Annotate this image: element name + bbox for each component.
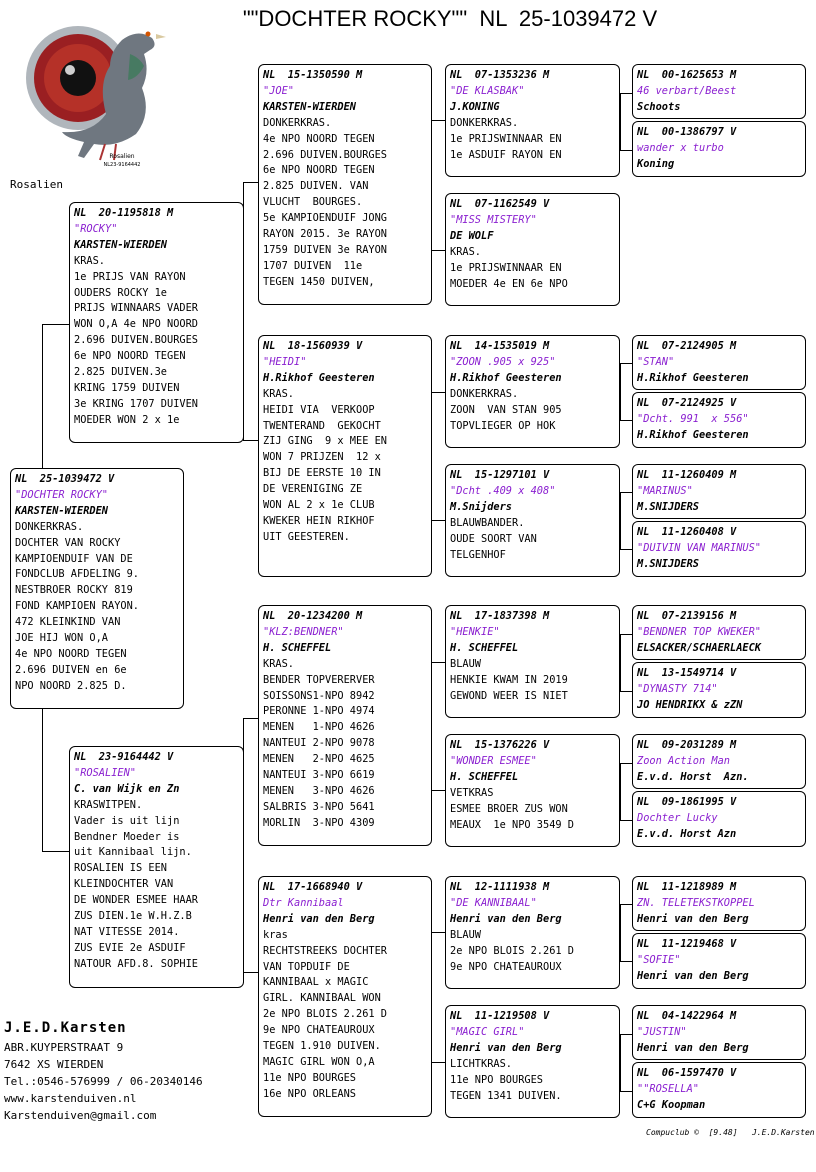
note-line: ZOON VAN STAN 905 bbox=[450, 403, 562, 416]
note-line: VETKRAS bbox=[450, 786, 494, 799]
note-line: MENEN 2-NPO 4625 bbox=[263, 753, 375, 766]
note-line: VLUCHT BOURGES. bbox=[263, 196, 363, 209]
connector-line bbox=[620, 691, 632, 692]
ring-number: NL 06-1597470 V bbox=[637, 1067, 737, 1079]
note-line: KLEINDOCHTER VAN bbox=[74, 878, 174, 891]
connector-line bbox=[620, 820, 632, 821]
connector-line bbox=[620, 549, 632, 550]
note-line: BLAUWBANDER. bbox=[450, 516, 525, 529]
breeder-name: JO HENDRIKX & zZN bbox=[637, 698, 743, 711]
note-line: DE VERENIGING ZE bbox=[263, 483, 363, 496]
note-line: KWEKER HEIN RIKHOF bbox=[263, 514, 375, 527]
ring-number: NL 17-1668940 V bbox=[263, 881, 363, 893]
ring-number: NL 00-1386797 V bbox=[637, 126, 737, 138]
pedigree-card-dddd bbox=[632, 1062, 806, 1118]
note-line: 472 KLEINKIND VAN bbox=[15, 616, 121, 629]
breeder-name: E.v.d. Horst Azn bbox=[637, 827, 737, 840]
eye-pupil bbox=[60, 60, 96, 96]
ring-number: NL 20-1195818 M bbox=[74, 207, 174, 219]
pigeon-name: "DUIVIN VAN MARINUS" bbox=[637, 541, 761, 554]
note-line: NANTEUI 3-NPO 6619 bbox=[263, 769, 375, 782]
note-line: 11e NPO BOURGES bbox=[263, 1071, 356, 1084]
photo-label: Rosalien bbox=[109, 153, 135, 160]
owner-address: ABR.KUYPERSTRAAT 9 bbox=[4, 1041, 124, 1054]
note-line: DONKERKRAS. bbox=[450, 116, 519, 129]
breeder-name: M.Snijders bbox=[450, 500, 512, 513]
note-line: Bendner Moeder is bbox=[74, 830, 180, 843]
pedigree-card-sdds bbox=[632, 464, 806, 519]
breeder-name: KARSTEN-WIERDEN bbox=[15, 504, 108, 517]
note-line: MENEN 1-NPO 4626 bbox=[263, 721, 375, 734]
note-line: MEAUX 1e NPO 3549 D bbox=[450, 818, 574, 831]
ring-number: NL 07-2139156 M bbox=[637, 610, 737, 622]
ring-number: NL 25-1039472 V bbox=[15, 473, 115, 485]
note-line: UIT GEESTEREN. bbox=[263, 530, 350, 543]
footer-credit: Compuclub © [9.48] J.E.D.Karsten bbox=[646, 1128, 815, 1137]
ring-number: NL 09-1861995 V bbox=[637, 796, 737, 808]
note-line: TWENTERAND GEKOCHT bbox=[263, 419, 381, 432]
pigeon-name: "ROCKY" bbox=[74, 222, 118, 235]
owner-block bbox=[4, 1017, 203, 1124]
note-line: KRASWITPEN. bbox=[74, 798, 143, 811]
note-line: KRING 1759 DUIVEN bbox=[74, 381, 180, 394]
connector-line bbox=[432, 1062, 446, 1063]
note-line: BIJ DE EERSTE 10 IN bbox=[263, 467, 381, 480]
breeder-name: C. van Wijk en Zn bbox=[74, 782, 180, 795]
ring-number: NL 11-1219468 V bbox=[637, 938, 737, 950]
note-line: NATOUR AFD.8. SOPHIE bbox=[74, 957, 198, 970]
pedigree-card-sss bbox=[445, 64, 620, 177]
note-line: KAMPIOENDUIF VAN DE bbox=[15, 552, 133, 565]
pigeon-name: "DE KLASBAK" bbox=[450, 84, 525, 97]
connector-line bbox=[620, 420, 632, 421]
breeder-name: J.KONING bbox=[450, 100, 500, 113]
note-line: kras bbox=[263, 928, 288, 941]
breeder-name: Henri van den Berg bbox=[263, 912, 375, 925]
pedigree-card-ssd bbox=[445, 193, 620, 306]
note-line: DONKERKRAS. bbox=[15, 520, 84, 533]
note-line: DONKERKRAS. bbox=[263, 116, 332, 129]
note-line: GIRL. KANNIBAAL WON bbox=[263, 992, 381, 1005]
note-line: ZUS EVIE 2e ASDUIF bbox=[74, 941, 186, 954]
breeder-name: H.Rikhof Geesteren bbox=[263, 371, 375, 384]
photo-ring: NL23-9164442 bbox=[103, 162, 141, 168]
note-line: 11e NPO BOURGES bbox=[450, 1073, 543, 1086]
owner-website[interactable]: www.karstenduiven.nl bbox=[4, 1092, 137, 1105]
pigeon-name: "HENKIE" bbox=[450, 625, 500, 638]
note-line: 5e KAMPIOENDUIF JONG bbox=[263, 212, 387, 225]
ring-number: NL 07-1162549 V bbox=[450, 198, 550, 210]
ring-number: NL 15-1376226 V bbox=[450, 739, 550, 751]
ring-number: NL 18-1560939 V bbox=[263, 340, 363, 352]
breeder-name: H.Rikhof Geesteren bbox=[450, 371, 562, 384]
pedigree-card-ddd bbox=[445, 1005, 620, 1118]
pigeon-name: "DYNASTY 714" bbox=[637, 682, 718, 695]
note-line: ZIJ GING 9 x MEE EN bbox=[263, 435, 387, 448]
note-line: 4e NPO NOORD TEGEN bbox=[263, 132, 375, 145]
pedigree-card-sddd bbox=[632, 521, 806, 577]
connector-line bbox=[42, 851, 70, 852]
pigeon-name: "MARINUS" bbox=[637, 484, 693, 497]
note-line: TOPVLIEGER OP HOK bbox=[450, 419, 556, 432]
pedigree-card-sdss bbox=[632, 335, 806, 390]
connector-line bbox=[42, 324, 70, 325]
pedigree-card-sire bbox=[69, 202, 244, 443]
owner-email[interactable]: Karstenduiven@gmail.com bbox=[4, 1109, 157, 1122]
breeder-name: M.SNIJDERS bbox=[637, 500, 699, 513]
note-line: 4e NPO NOORD TEGEN bbox=[15, 647, 127, 660]
breeder-name: H.Rikhof Geesteren bbox=[637, 428, 749, 441]
note-line: DE WONDER ESMEE HAAR bbox=[74, 894, 198, 907]
pedigree-card-sssd bbox=[632, 121, 806, 177]
connector-line bbox=[620, 904, 632, 905]
pigeon-name: "ZOON .905 x 925" bbox=[450, 355, 556, 368]
note-line: BENDER TOPVERERVER bbox=[263, 673, 375, 686]
owner-city: 7642 XS WIERDEN bbox=[4, 1058, 104, 1071]
note-line: 1e PRIJSWINNAAR EN bbox=[450, 132, 562, 145]
pigeon-name: "Dcht .409 x 408" bbox=[450, 484, 556, 497]
note-line: 16e NPO ORLEANS bbox=[263, 1087, 356, 1100]
pigeon-name: ""ROSELLA" bbox=[637, 1082, 699, 1095]
pedigree-card-dam bbox=[69, 746, 244, 988]
ring-number: NL 12-1111938 M bbox=[450, 881, 550, 893]
note-line: ROSALIEN IS EEN bbox=[74, 862, 167, 875]
note-line: KRAS. bbox=[263, 657, 294, 670]
note-line: DONKERKRAS. bbox=[450, 387, 519, 400]
connector-line bbox=[432, 250, 446, 251]
connector-line bbox=[243, 440, 259, 441]
connector-line bbox=[620, 93, 621, 150]
note-line: NANTEUI 2-NPO 9078 bbox=[263, 737, 375, 750]
note-line: MOEDER 4e EN 6e NPO bbox=[450, 277, 568, 290]
pigeon-name: wander x turbo bbox=[637, 141, 724, 154]
note-line: 2e NPO BLOIS 2.261 D bbox=[263, 1008, 387, 1021]
breeder-name: M.SNIJDERS bbox=[637, 557, 699, 570]
breeder-name: KARSTEN-WIERDEN bbox=[263, 100, 356, 113]
note-line: KANNIBAAL x MAGIC bbox=[263, 976, 369, 989]
ring-number: NL 15-1297101 V bbox=[450, 469, 550, 481]
note-line: DOCHTER VAN ROCKY bbox=[15, 536, 121, 549]
pedigree-card-dam-dam bbox=[258, 876, 432, 1117]
note-line: 6e NPO NOORD TEGEN bbox=[263, 164, 375, 177]
note-line: 2.696 DUIVEN.BOURGES bbox=[263, 148, 387, 161]
note-line: 2.696 DUIVEN en 6e bbox=[15, 663, 127, 676]
pigeon-photo bbox=[10, 16, 172, 168]
pedigree-card-dsdd bbox=[632, 791, 806, 847]
ring-number: NL 13-1549714 V bbox=[637, 667, 737, 679]
note-line: 2e NPO BLOIS 2.261 D bbox=[450, 944, 574, 957]
connector-line bbox=[620, 904, 621, 961]
pedigree-card-dds bbox=[445, 876, 620, 989]
note-line: 1759 DUIVEN 3e RAYON bbox=[263, 243, 387, 256]
connector-line bbox=[620, 492, 632, 493]
breeder-name: H. SCHEFFEL bbox=[450, 641, 519, 654]
pedigree-card-dssd bbox=[632, 662, 806, 718]
ring-number: NL 11-1260408 V bbox=[637, 526, 737, 538]
owner-phone: Tel.:0546-576999 / 06-20340146 bbox=[4, 1075, 203, 1088]
note-line: RAYON 2015. 3e RAYON bbox=[263, 228, 387, 241]
pigeon-name: "DOCHTER ROCKY" bbox=[15, 488, 108, 501]
pigeon-name: "Dcht. 991 x 556" bbox=[637, 412, 749, 425]
pedigree-card-dsds bbox=[632, 734, 806, 789]
pedigree-card-sdsd bbox=[632, 392, 806, 448]
ring-number: NL 17-1837398 M bbox=[450, 610, 550, 622]
pedigree-card-sire-sire bbox=[258, 64, 432, 305]
connector-line bbox=[42, 709, 43, 851]
breeder-name: ELSACKER/SCHAERLAECK bbox=[637, 641, 761, 654]
ring-number: NL 00-1625653 M bbox=[637, 69, 737, 81]
note-line: NAT VITESSE 2014. bbox=[74, 925, 180, 938]
pedigree-title: ""DOCHTER ROCKY"" NL 25-1039472 V bbox=[242, 6, 658, 31]
pedigree-card-ssss bbox=[632, 64, 806, 119]
ring-number: NL 14-1535019 M bbox=[450, 340, 550, 352]
connector-line bbox=[620, 763, 621, 820]
note-line: HEIDI VIA VERKOOP bbox=[263, 403, 375, 416]
photo-caption: Rosalien bbox=[10, 178, 63, 191]
breeder-name: C+G Koopman bbox=[637, 1098, 706, 1111]
note-line: ZUS DIEN.1e W.H.Z.B bbox=[74, 910, 192, 923]
pigeon-name: "HEIDI" bbox=[263, 355, 307, 368]
note-line: KRAS. bbox=[450, 245, 481, 258]
pedigree-card-sire-dam bbox=[258, 335, 432, 577]
note-line: SALBRIS 3-NPO 5641 bbox=[263, 800, 375, 813]
note-line: MENEN 3-NPO 4626 bbox=[263, 784, 375, 797]
note-line: 1e ASDUIF RAYON EN bbox=[450, 148, 562, 161]
ring-number: NL 20-1234200 M bbox=[263, 610, 363, 622]
note-line: 2.696 DUIVEN.BOURGES bbox=[74, 334, 198, 347]
note-line: PERONNE 1-NPO 4974 bbox=[263, 705, 375, 718]
ring-number: NL 07-2124905 M bbox=[637, 340, 737, 352]
note-line: TEGEN 1.910 DUIVEN. bbox=[263, 1040, 381, 1053]
breeder-name: Henri van den Berg bbox=[637, 1041, 749, 1054]
note-line: MORLIN 3-NPO 4309 bbox=[263, 816, 375, 829]
note-line: 1e PRIJSWINNAAR EN bbox=[450, 261, 562, 274]
note-line: JOE HIJ WON O,A bbox=[15, 632, 108, 645]
ring-number: NL 15-1350590 M bbox=[263, 69, 363, 81]
pigeon-name: ZN. TELETEKSTKOPPEL bbox=[637, 896, 755, 909]
pigeon-name: Dochter Lucky bbox=[637, 811, 718, 824]
pigeon-name: "BENDNER TOP KWEKER" bbox=[637, 625, 761, 638]
pigeon-name: "STAN" bbox=[637, 355, 675, 368]
note-line: 9e NPO CHATEAUROUX bbox=[263, 1024, 375, 1037]
connector-line bbox=[243, 182, 259, 183]
note-line: VAN TOPDUIF DE bbox=[263, 960, 350, 973]
note-line: FOND KAMPIOEN RAYON. bbox=[15, 600, 139, 613]
connector-line bbox=[620, 1034, 621, 1091]
breeder-name: Henri van den Berg bbox=[450, 1041, 562, 1054]
note-line: TEGEN 1341 DUIVEN. bbox=[450, 1089, 562, 1102]
note-line: BLAUW bbox=[450, 657, 481, 670]
pigeon-name: "SOFIE" bbox=[637, 953, 681, 966]
connector-line bbox=[620, 634, 632, 635]
pigeon-name: "WONDER ESMEE" bbox=[450, 754, 537, 767]
pedigree-card-ddsd bbox=[632, 933, 806, 989]
ring-number: NL 11-1219508 V bbox=[450, 1010, 550, 1022]
connector-line bbox=[620, 363, 632, 364]
note-line: PRIJS WINNAARS VADER bbox=[74, 302, 198, 315]
connector-line bbox=[620, 1091, 632, 1092]
breeder-name: H. SCHEFFEL bbox=[263, 641, 332, 654]
note-line: 1e PRIJS VAN RAYON bbox=[74, 270, 186, 283]
note-line: OUDERS ROCKY 1e bbox=[74, 286, 167, 299]
note-line: uit Kannibaal lijn. bbox=[74, 846, 192, 859]
note-line: 9e NPO CHATEAUROUX bbox=[450, 960, 562, 973]
pigeon-name: "JUSTIN" bbox=[637, 1025, 687, 1038]
connector-line bbox=[42, 324, 43, 468]
connector-line bbox=[243, 718, 259, 719]
note-line: MAGIC GIRL WON O,A bbox=[263, 1055, 375, 1068]
connector-line bbox=[620, 363, 621, 420]
connector-line bbox=[620, 1034, 632, 1035]
note-line: WON 7 PRIJZEN 12 x bbox=[263, 451, 381, 464]
connector-line bbox=[432, 120, 446, 121]
connector-line bbox=[620, 763, 632, 764]
ring-number: NL 07-2124925 V bbox=[637, 397, 737, 409]
note-line: HENKIE KWAM IN 2019 bbox=[450, 673, 568, 686]
note-line: OUDE SOORT VAN bbox=[450, 532, 537, 545]
pigeon-name: "ROSALIEN" bbox=[74, 766, 136, 779]
note-line: WON AL 2 x 1e CLUB bbox=[263, 499, 375, 512]
note-line: 6e NPO NOORD TEGEN bbox=[74, 350, 186, 363]
note-line: WON O,A 4e NPO NOORD bbox=[74, 318, 198, 331]
pigeon-name: "MISS MISTERY" bbox=[450, 213, 537, 226]
pigeon-name: "DE KANNIBAAL" bbox=[450, 896, 537, 909]
ring-number: NL 09-2031289 M bbox=[637, 739, 737, 751]
note-line: KRAS. bbox=[74, 254, 105, 267]
pedigree-card-dsd bbox=[445, 734, 620, 847]
note-line: SOISSONS1-NPO 8942 bbox=[263, 689, 375, 702]
ring-number: NL 04-1422964 M bbox=[637, 1010, 737, 1022]
pedigree-card-dss bbox=[445, 605, 620, 718]
note-line: 2.825 DUIVEN.3e bbox=[74, 366, 167, 379]
note-line: KRAS. bbox=[263, 387, 294, 400]
note-line: BLAUW bbox=[450, 928, 481, 941]
note-line: Vader is uit lijn bbox=[74, 814, 180, 827]
pigeon-name: 46 verbart/Beest bbox=[637, 84, 737, 97]
pigeon-name: "KLZ:BENDNER" bbox=[263, 625, 344, 638]
note-line: GEWOND WEER IS NIET bbox=[450, 689, 568, 702]
ring-number: NL 07-1353236 M bbox=[450, 69, 550, 81]
pigeon-name: Dtr Kannibaal bbox=[263, 896, 344, 909]
breeder-name: E.v.d. Horst Azn. bbox=[637, 770, 749, 783]
note-line: NPO NOORD 2.825 D. bbox=[15, 679, 127, 692]
connector-line bbox=[620, 93, 632, 94]
breeder-name: H. SCHEFFEL bbox=[450, 770, 519, 783]
connector-line bbox=[432, 662, 446, 663]
pigeon-name: "JOE" bbox=[263, 84, 294, 97]
breeder-name: Schoots bbox=[637, 100, 681, 113]
pedigree-card-sds bbox=[445, 335, 620, 448]
note-line: 3e KRING 1707 DUIVEN bbox=[74, 397, 198, 410]
breeder-name: Henri van den Berg bbox=[637, 969, 749, 982]
note-line: 1707 DUIVEN 11e bbox=[263, 259, 363, 272]
pigeon-name: "MAGIC GIRL" bbox=[450, 1025, 525, 1038]
connector-line bbox=[620, 634, 621, 691]
pedigree-card-sdd bbox=[445, 464, 620, 577]
breeder-name: Koning bbox=[637, 157, 675, 170]
note-line: 2.825 DUIVEN. VAN bbox=[263, 180, 369, 193]
connector-line bbox=[620, 150, 632, 151]
breeder-name: Henri van den Berg bbox=[450, 912, 562, 925]
pedigree-card-subject bbox=[10, 468, 184, 709]
pigeon-name: Zoon Action Man bbox=[637, 754, 730, 767]
pedigree-card-ddss bbox=[632, 876, 806, 931]
ring-number: NL 23-9164442 V bbox=[74, 751, 174, 763]
note-line: RECHTSTREEKS DOCHTER bbox=[263, 944, 387, 957]
connector-line bbox=[620, 961, 632, 962]
connector-line bbox=[620, 492, 621, 549]
note-line: TELGENHOF bbox=[450, 548, 506, 561]
owner-name: J.E.D.Karsten bbox=[4, 1020, 127, 1036]
ring-number: NL 11-1260409 M bbox=[637, 469, 737, 481]
connector-line bbox=[432, 520, 446, 521]
connector-line bbox=[432, 392, 446, 393]
breeder-name: DE WOLF bbox=[450, 229, 494, 242]
note-line: FONDCLUB AFDELING 9. bbox=[15, 568, 139, 581]
breeder-name: H.Rikhof Geesteren bbox=[637, 371, 749, 384]
pedigree-card-dsss bbox=[632, 605, 806, 660]
connector-line bbox=[243, 972, 259, 973]
note-line: NESTBROER ROCKY 819 bbox=[15, 584, 133, 597]
breeder-name: Henri van den Berg bbox=[637, 912, 749, 925]
note-line: MOEDER WON 2 x 1e bbox=[74, 413, 180, 426]
connector-line bbox=[432, 790, 446, 791]
connector-line bbox=[432, 932, 446, 933]
pedigree-card-dam-sire bbox=[258, 605, 432, 846]
note-line: TEGEN 1450 DUIVEN, bbox=[263, 275, 375, 288]
ring-number: NL 11-1218989 M bbox=[637, 881, 737, 893]
note-line: LICHTKRAS. bbox=[450, 1057, 512, 1070]
pedigree-card-ddds bbox=[632, 1005, 806, 1060]
note-line: ESMEE BROER ZUS WON bbox=[450, 802, 568, 815]
breeder-name: KARSTEN-WIERDEN bbox=[74, 238, 167, 251]
